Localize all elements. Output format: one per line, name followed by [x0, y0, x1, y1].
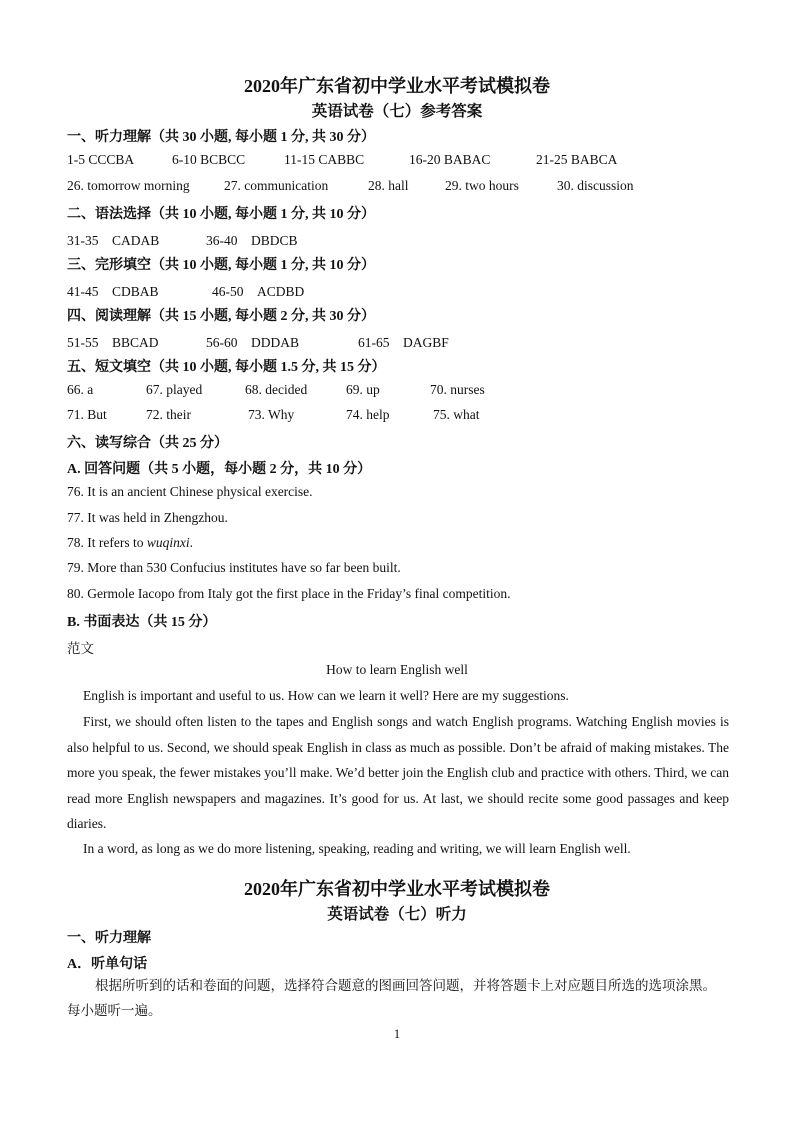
answer-item: 28. hall	[368, 178, 409, 193]
answer-item: 29. two hours	[445, 178, 519, 193]
page-number: 1	[393, 1027, 401, 1041]
answer-item: 61-65 DAGBF	[358, 335, 449, 350]
answer-item: 67. played	[146, 382, 203, 397]
answer-item: 73. Why	[248, 407, 295, 422]
answer-item: 68. decided	[245, 382, 308, 397]
listening-part-a-heading: A．听单句话	[67, 957, 148, 972]
section-heading-short-text: 五、短文填空（共 10 小题, 每小题 1.5 分, 共 15 分）	[67, 360, 386, 375]
essay-paragraph-1: English is important and useful to us. How can we learn it well? Here are my suggestions.	[83, 688, 569, 703]
answer-item: 46-50 ACDBD	[212, 284, 305, 299]
answer-item: 21-25 BABCA	[536, 152, 618, 167]
answer-76: 76. It is an ancient Chinese physical exercise.	[67, 484, 313, 499]
answer-item: 26. tomorrow morning	[67, 178, 190, 193]
listening-section-heading: 一、听力理解	[67, 931, 151, 946]
answer-item: 51-55 BBCAD	[67, 335, 159, 350]
listening-subtitle: 英语试卷（七）听力	[327, 906, 467, 923]
answer-item: 69. up	[346, 382, 380, 397]
section-heading-cloze: 三、完形填空（共 10 小题, 每小题 1 分, 共 10 分）	[67, 258, 375, 273]
answer-item: 56-60 DDDAB	[206, 335, 299, 350]
answer-item: 74. help	[346, 407, 390, 422]
part-a-heading: A. 回答问题（共 5 小题，每小题 2 分，共 10 分）	[67, 462, 372, 477]
answer-item: 75. what	[433, 407, 480, 422]
listening-title: 2020年广东省初中学业水平考试模拟卷	[244, 879, 550, 899]
answer-item: 71. But	[67, 407, 107, 422]
answer-item: 31-35 CADAB	[67, 233, 160, 248]
answer-item: 30. discussion	[557, 178, 634, 193]
part-b-heading: B. 书面表达（共 15 分）	[67, 615, 217, 630]
answer-77: 77. It was held in Zhengzhou.	[67, 510, 228, 525]
answer-item: 16-20 BABAC	[409, 152, 491, 167]
listening-instruction-line-1: 根据所听到的话和卷面的问题，选择符合题意的图画回答问题，并将答题卡上对应题目所选的选项涂黑。	[95, 978, 716, 993]
page-title: 2020年广东省初中学业水平考试模拟卷	[244, 76, 550, 96]
answer-78: 78. It refers to wuqinxi.	[67, 535, 193, 550]
essay-paragraph-3: In a word, as long as we do more listening, speaking, reading and writing, we will learn English well.	[83, 841, 631, 856]
answer-item: 36-40 DBDCB	[206, 233, 298, 248]
section-heading-reading: 四、阅读理解（共 15 小题, 每小题 2 分, 共 30 分）	[67, 309, 375, 324]
answer-item: 27. communication	[224, 178, 329, 193]
essay-paragraph-2: First, we should often listen to the tapes and English songs and watch English programs. Watching English movies is also helpful to us. Second, we should speak English in class as much as possible. Don’t be afraid of making mistakes. The more you speak, the fewer mistakes you’ll make. We’d better join the English club and practice with others. Third, we can read more English newspapers and magazines. It’s good for us. At last, we should recite some good passages and keep diaries.	[67, 714, 729, 831]
answer-item: 72. their	[146, 407, 191, 422]
page-subtitle: 英语试卷（七）参考答案	[311, 103, 483, 120]
listening-instruction-line-2: 每小题听一遍。	[67, 1003, 162, 1018]
section-heading-comprehensive: 六、读写综合（共 25 分）	[67, 436, 228, 451]
answer-item: 11-15 CABBC	[284, 152, 365, 167]
section-heading-listening: 一、听力理解（共 30 小题, 每小题 1 分, 共 30 分）	[67, 130, 375, 145]
sample-label: 范文	[67, 641, 94, 656]
answer-item: 70. nurses	[430, 382, 485, 397]
answer-item: 41-45 CDBAB	[67, 284, 159, 299]
answer-item: 66. a	[67, 382, 94, 397]
answer-79: 79. More than 530 Confucius institutes have so far been built.	[67, 560, 401, 575]
section-heading-grammar: 二、语法选择（共 10 小题, 每小题 1 分, 共 10 分）	[67, 207, 375, 222]
answer-item: 1-5 CCCBA	[67, 152, 135, 167]
answer-80: 80. Germole Iacopo from Italy got the first place in the Friday’s final competition.	[67, 586, 511, 601]
answer-item: 6-10 BCBCC	[172, 152, 246, 167]
essay-title: How to learn English well	[326, 662, 468, 677]
